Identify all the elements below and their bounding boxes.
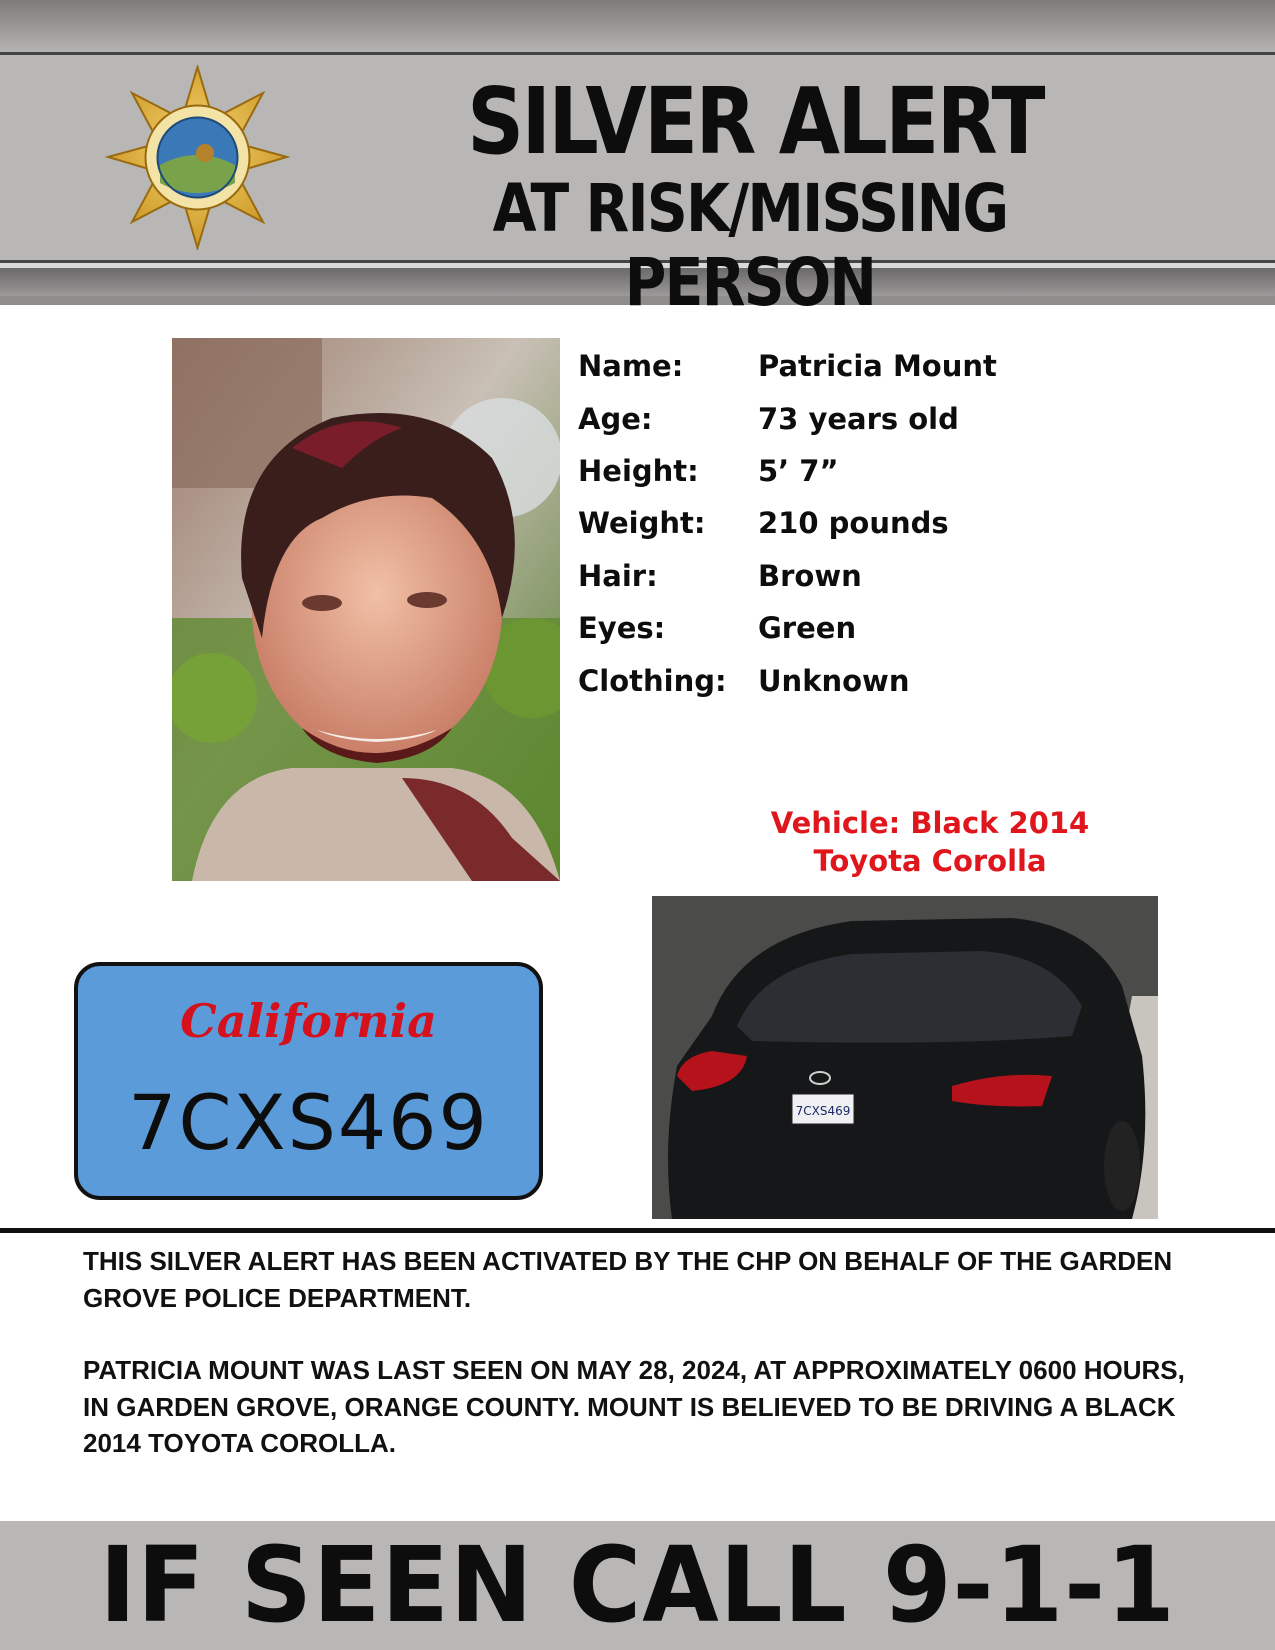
detail-value: 5’ 7” — [758, 453, 839, 488]
detail-label: Clothing: — [578, 663, 727, 698]
alert-description — [83, 1243, 1203, 1498]
vehicle-caption — [730, 804, 1130, 880]
portrait-image — [172, 338, 560, 881]
car-image — [652, 896, 1158, 1219]
detail-label: Eyes: — [578, 611, 666, 646]
detail-row-clothing — [578, 654, 1078, 706]
detail-row-weight — [578, 497, 1078, 549]
call-911-text: IF SEEN CALL 9-1-1 — [99, 1524, 1176, 1646]
detail-row-age — [578, 392, 1078, 444]
activation-paragraph: THIS SILVER ALERT HAS BEEN ACTIVATED BY THE CHP ON BEHALF OF THE GARDEN GROVE POLICE DEPARTMENT. — [83, 1246, 1173, 1313]
vehicle-caption-line2: Toyota Corolla — [813, 844, 1047, 878]
detail-row-name — [578, 340, 1078, 392]
plate-number: 7CXS469 — [128, 1078, 489, 1167]
license-plate — [74, 962, 543, 1200]
plate-state: California — [180, 994, 437, 1048]
person-details — [578, 340, 1078, 707]
call-to-action-banner — [0, 1521, 1275, 1650]
detail-label: Name: — [578, 349, 684, 384]
detail-label: Weight: — [578, 506, 706, 541]
alert-subtitle: AT RISK/MISSING PERSON — [492, 170, 1008, 321]
alert-title: SILVER ALERT — [467, 68, 1043, 175]
detail-value: Green — [758, 611, 857, 646]
missing-person-photo — [172, 338, 560, 881]
detail-label: Height: — [578, 453, 699, 488]
car-plate-number: 7CXS469 — [795, 1104, 851, 1118]
chp-star-badge-icon — [105, 65, 290, 250]
section-divider — [0, 1228, 1275, 1233]
detail-row-height — [578, 445, 1078, 497]
detail-value: 210 pounds — [758, 506, 949, 541]
detail-row-eyes — [578, 602, 1078, 654]
vehicle-photo — [652, 896, 1158, 1219]
detail-value: Brown — [758, 558, 862, 593]
detail-row-hair — [578, 550, 1078, 602]
detail-label: Hair: — [578, 558, 658, 593]
detail-value: Unknown — [758, 663, 910, 698]
detail-label: Age: — [578, 401, 653, 436]
detail-value: 73 years old — [758, 401, 959, 436]
vehicle-caption-line1: Vehicle: Black 2014 — [770, 806, 1090, 840]
detail-value: Patricia Mount — [758, 349, 997, 384]
last-seen-paragraph: PATRICIA MOUNT WAS LAST SEEN ON MAY 28, 2024, AT APPROXIMATELY 0600 HOURS, IN GARDEN GROVE, ORANGE COUNTY. MOUNT IS BELIEVED TO BE DRIVING A BLACK 2014 TOYOTA COROLLA. — [83, 1355, 1185, 1458]
